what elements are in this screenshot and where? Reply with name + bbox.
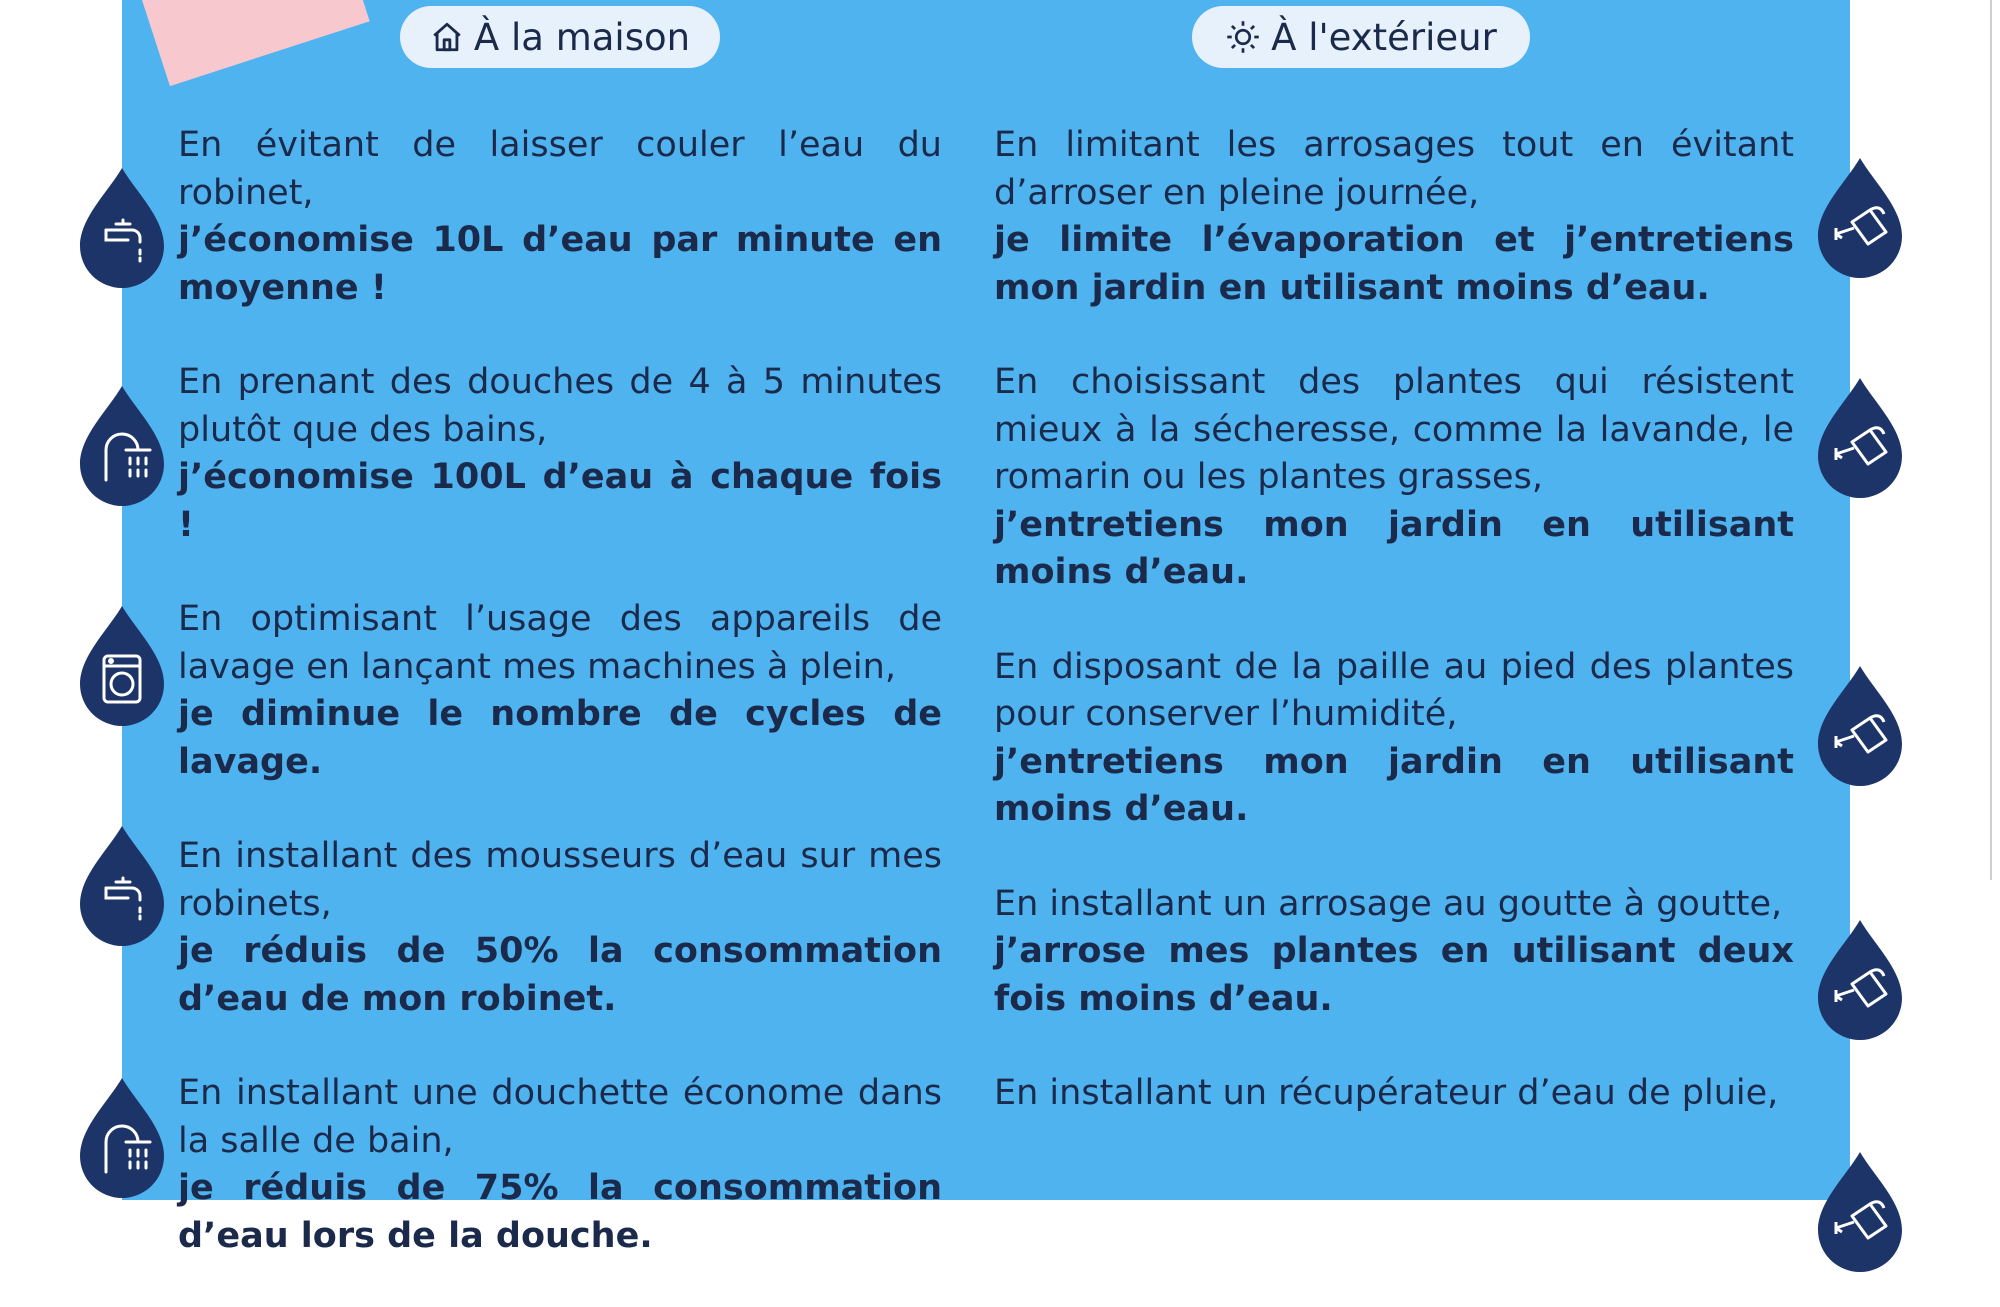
tip-result: je limite l’évaporation et j’entretiens mon jardin en utilisant moins d’eau. [994,220,1794,308]
faucet-icon [78,824,166,948]
washing-machine-icon [78,604,166,728]
tip-paragraph [994,881,1794,1024]
scan-edge [1990,0,1992,880]
tip-result: j’économise 10L d’eau par minute en moyenne ! [178,220,942,308]
tip-paragraph [178,596,942,786]
tip-result: je réduis de 50% la consommation d’eau de mon robinet. [178,931,942,1019]
tip-paragraph [994,122,1794,312]
tip-intro: En optimisant l’usage des appareils de lavage en lançant mes machines à plein, [178,599,942,687]
home-label: À la maison [473,15,691,59]
tip-intro: En choisissant des plantes qui résistent mieux à la sécheresse, comme la lavande, le romarin ou les plantes grasses, [994,362,1794,497]
house-icon [430,20,464,54]
watering-can-icon [1816,1150,1904,1274]
sun-icon [1225,19,1261,55]
tip-paragraph [178,122,942,312]
tip-intro: En installant des mousseurs d’eau sur mes robinets, [178,836,942,924]
watering-can-icon [1816,376,1904,500]
tip-paragraph [994,359,1794,597]
tip-intro: En disposant de la paille au pied des plantes pour conserver l’humidité, [994,646,1794,734]
faucet-icon [78,166,166,290]
tip-paragraph [178,359,942,549]
tip-result: j’arrose mes plantes en utilisant deux fois moins d’eau. [994,931,1794,1019]
tip-result: j’entretiens mon jardin en utilisant moins d’eau. [994,741,1794,829]
tip-result: j’entretiens mon jardin en utilisant moins d’eau. [994,504,1794,592]
tip-intro: En installant un récupérateur d’eau de pluie, [994,1073,1779,1113]
tip-paragraph [994,1070,1794,1118]
outdoor-pill [1192,6,1530,68]
tip-intro: En installant une douchette économe dans la salle de bain, [178,1073,942,1161]
tip-result: j’économise 100L d’eau à chaque fois ! [178,457,942,545]
outdoor-label: À l'extérieur [1271,15,1497,59]
tip-paragraph [178,833,942,1023]
tip-paragraph [994,644,1794,834]
tip-paragraph [178,1070,942,1260]
home-pill [400,6,720,68]
tip-intro: En prenant des douches de 4 à 5 minutes plutôt que des bains, [178,362,942,450]
tip-intro: En installant un arrosage au goutte à goutte, [994,883,1783,924]
home-tips-column [178,122,942,1307]
outdoor-tips-column [994,122,1794,1165]
tip-intro: En évitant de laisser couler l’eau du robinet, [178,125,942,213]
tip-intro: En limitant les arrosages tout en évitant d’arroser en pleine journée, [994,125,1794,213]
shower-icon [78,384,166,508]
watering-can-icon [1816,664,1904,788]
tip-result: je réduis de 75% la consommation d’eau lors de la douche. [178,1168,942,1256]
watering-can-icon [1816,156,1904,280]
shower-icon [78,1076,166,1200]
tip-result: je diminue le nombre de cycles de lavage. [178,694,942,782]
watering-can-icon [1816,918,1904,1042]
